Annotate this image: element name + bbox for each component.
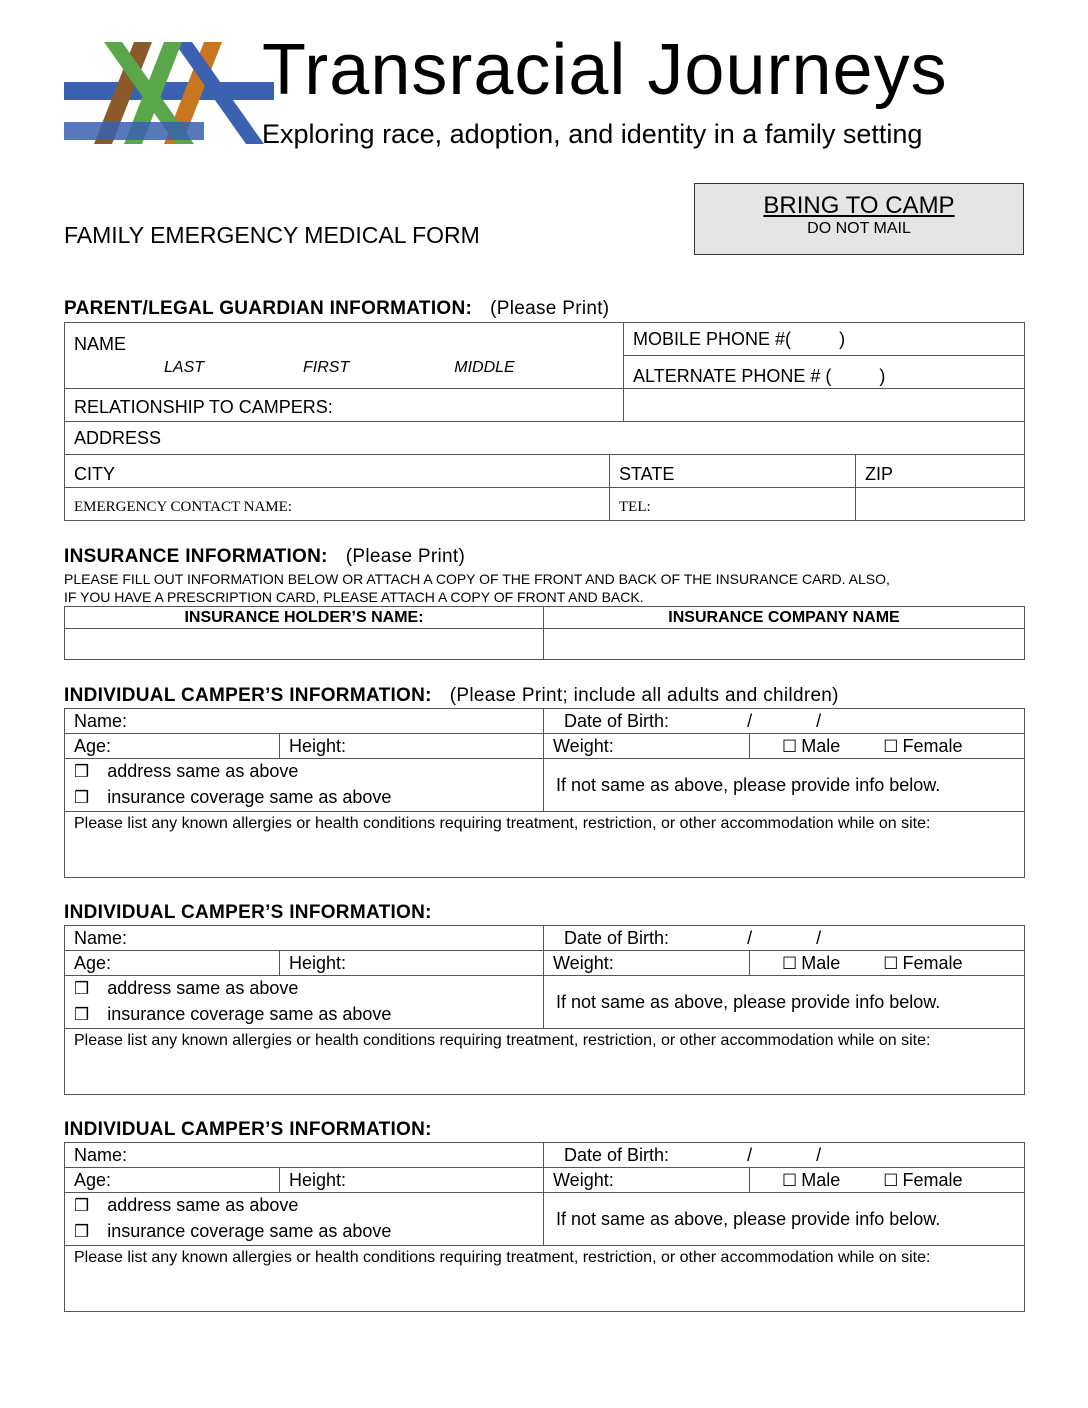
guardian-heading: PARENT/LEGAL GUARDIAN INFORMATION: (Please Print) xyxy=(64,298,610,319)
zip-field[interactable]: ZIP xyxy=(856,455,1025,488)
camper-2-age-field[interactable]: Age: xyxy=(65,951,280,976)
emergency-blank[interactable] xyxy=(856,488,1025,521)
camper-3-name-field[interactable]: Name: xyxy=(65,1143,544,1168)
guardian-table xyxy=(64,322,1025,521)
state-field[interactable]: STATE xyxy=(610,455,856,488)
camper-1-table xyxy=(64,708,1025,878)
female-checkbox-icon[interactable]: ☐ xyxy=(883,1170,899,1191)
woven-logo-icon xyxy=(64,42,274,144)
relationship-blank[interactable] xyxy=(624,389,1025,422)
camper-3-dob-field[interactable]: Date of Birth: / / xyxy=(544,1143,1025,1168)
insurance-table xyxy=(64,606,1025,660)
camper-3-age-field[interactable]: Age: xyxy=(65,1168,280,1193)
camper-3-allergies-field[interactable]: Please list any known allergies or health conditions requiring treatment, restriction, or other accommodation while on site: xyxy=(65,1246,1025,1312)
female-checkbox-icon[interactable]: ☐ xyxy=(883,736,899,757)
address-same-checkbox-icon[interactable]: ❒ xyxy=(74,979,90,999)
emergency-contact-field[interactable]: EMERGENCY CONTACT NAME: xyxy=(65,488,610,521)
alt-phone-field[interactable]: ALTERNATE PHONE # ( ) xyxy=(624,356,1025,389)
camper-1-sex-field: ☐ Male ☐ Female xyxy=(750,734,1025,759)
camper-3-not-same-note: If not same as above, please provide info below. xyxy=(544,1193,1025,1246)
camper-1-name-field[interactable]: Name: xyxy=(65,709,544,734)
mobile-phone-field[interactable]: MOBILE PHONE #( ) xyxy=(624,323,1025,356)
camper-1-age-field[interactable]: Age: xyxy=(65,734,280,759)
notice-sub: DO NOT MAIL xyxy=(807,220,911,237)
camper-1-allergies-field[interactable]: Please list any known allergies or health conditions requiring treatment, restriction, or other accommodation while on site: xyxy=(65,812,1025,878)
camper-3-sex-field: ☐ Male ☐ Female xyxy=(750,1168,1025,1193)
notice-main: BRING TO CAMP xyxy=(763,192,955,219)
camper-2-dob-field[interactable]: Date of Birth: / / xyxy=(544,926,1025,951)
camper-2-name-field[interactable]: Name: xyxy=(65,926,544,951)
relationship-field[interactable]: RELATIONSHIP TO CAMPERS: xyxy=(65,389,624,422)
address-same-checkbox-icon[interactable]: ❒ xyxy=(74,762,90,782)
bring-to-camp-notice xyxy=(694,183,1024,255)
male-checkbox-icon[interactable]: ☐ xyxy=(782,736,798,757)
insurance-note-1: PLEASE FILL OUT INFORMATION BELOW OR ATTACH A COPY OF THE FRONT AND BACK OF THE INSURANCE CARD. ALSO, xyxy=(64,571,890,587)
camper-1-dob-field[interactable]: Date of Birth: / / xyxy=(544,709,1025,734)
camper-1-weight-field[interactable]: Weight: xyxy=(544,734,750,759)
address-same-checkbox-icon[interactable]: ❒ xyxy=(74,1196,90,1216)
insurance-company-input[interactable] xyxy=(544,629,1025,660)
insurance-note-2: IF YOU HAVE A PRESCRIPTION CARD, PLEASE ATTACH A COPY OF FRONT AND BACK. xyxy=(64,589,644,605)
camper-3-same-options: ❒ address same as above ❒ insurance coverage same as above xyxy=(65,1193,544,1246)
address-field[interactable]: ADDRESS xyxy=(65,422,1025,455)
female-checkbox-icon[interactable]: ☐ xyxy=(883,953,899,974)
city-field[interactable]: CITY xyxy=(65,455,610,488)
insurance-same-checkbox-icon[interactable]: ❒ xyxy=(74,788,90,808)
camper-2-heading: INDIVIDUAL CAMPER’S INFORMATION: xyxy=(64,902,432,923)
camper-1-not-same-note: If not same as above, please provide info below. xyxy=(544,759,1025,812)
male-checkbox-icon[interactable]: ☐ xyxy=(782,1170,798,1191)
camper-2-table xyxy=(64,925,1025,1095)
camper-2-sex-field: ☐ Male ☐ Female xyxy=(750,951,1025,976)
camper-3-heading: INDIVIDUAL CAMPER’S INFORMATION: xyxy=(64,1119,432,1140)
brand-tagline: Exploring race, adoption, and identity in a family setting xyxy=(262,119,923,149)
camper-2-weight-field[interactable]: Weight: xyxy=(544,951,750,976)
camper-1-heading: INDIVIDUAL CAMPER’S INFORMATION: (Please Print; include all adults and children) xyxy=(64,685,839,706)
insurance-holder-header: INSURANCE HOLDER’S NAME: xyxy=(65,607,544,629)
camper-2-same-options: ❒ address same as above ❒ insurance coverage same as above xyxy=(65,976,544,1029)
name-parts-caption: LAST FIRST MIDDLE xyxy=(65,356,624,389)
camper-1-height-field[interactable]: Height: xyxy=(280,734,544,759)
insurance-heading: INSURANCE INFORMATION: (Please Print) xyxy=(64,546,466,567)
camper-2-height-field[interactable]: Height: xyxy=(280,951,544,976)
insurance-company-header: INSURANCE COMPANY NAME xyxy=(544,607,1025,629)
camper-2-not-same-note: If not same as above, please provide info below. xyxy=(544,976,1025,1029)
brand-title: Transracial Journeys xyxy=(262,30,948,110)
camper-1-same-options: ❒ address same as above ❒ insurance coverage same as above xyxy=(65,759,544,812)
camper-3-weight-field[interactable]: Weight: xyxy=(544,1168,750,1193)
form-title: FAMILY EMERGENCY MEDICAL FORM xyxy=(64,222,480,248)
camper-2-allergies-field[interactable]: Please list any known allergies or health conditions requiring treatment, restriction, or other accommodation while on site: xyxy=(65,1029,1025,1095)
camper-3-height-field[interactable]: Height: xyxy=(280,1168,544,1193)
camper-3-table xyxy=(64,1142,1025,1312)
male-checkbox-icon[interactable]: ☐ xyxy=(782,953,798,974)
emergency-tel-field[interactable]: TEL: xyxy=(610,488,856,521)
insurance-same-checkbox-icon[interactable]: ❒ xyxy=(74,1222,90,1242)
insurance-holder-input[interactable] xyxy=(65,629,544,660)
guardian-name-field[interactable]: NAME xyxy=(65,323,624,356)
insurance-same-checkbox-icon[interactable]: ❒ xyxy=(74,1005,90,1025)
